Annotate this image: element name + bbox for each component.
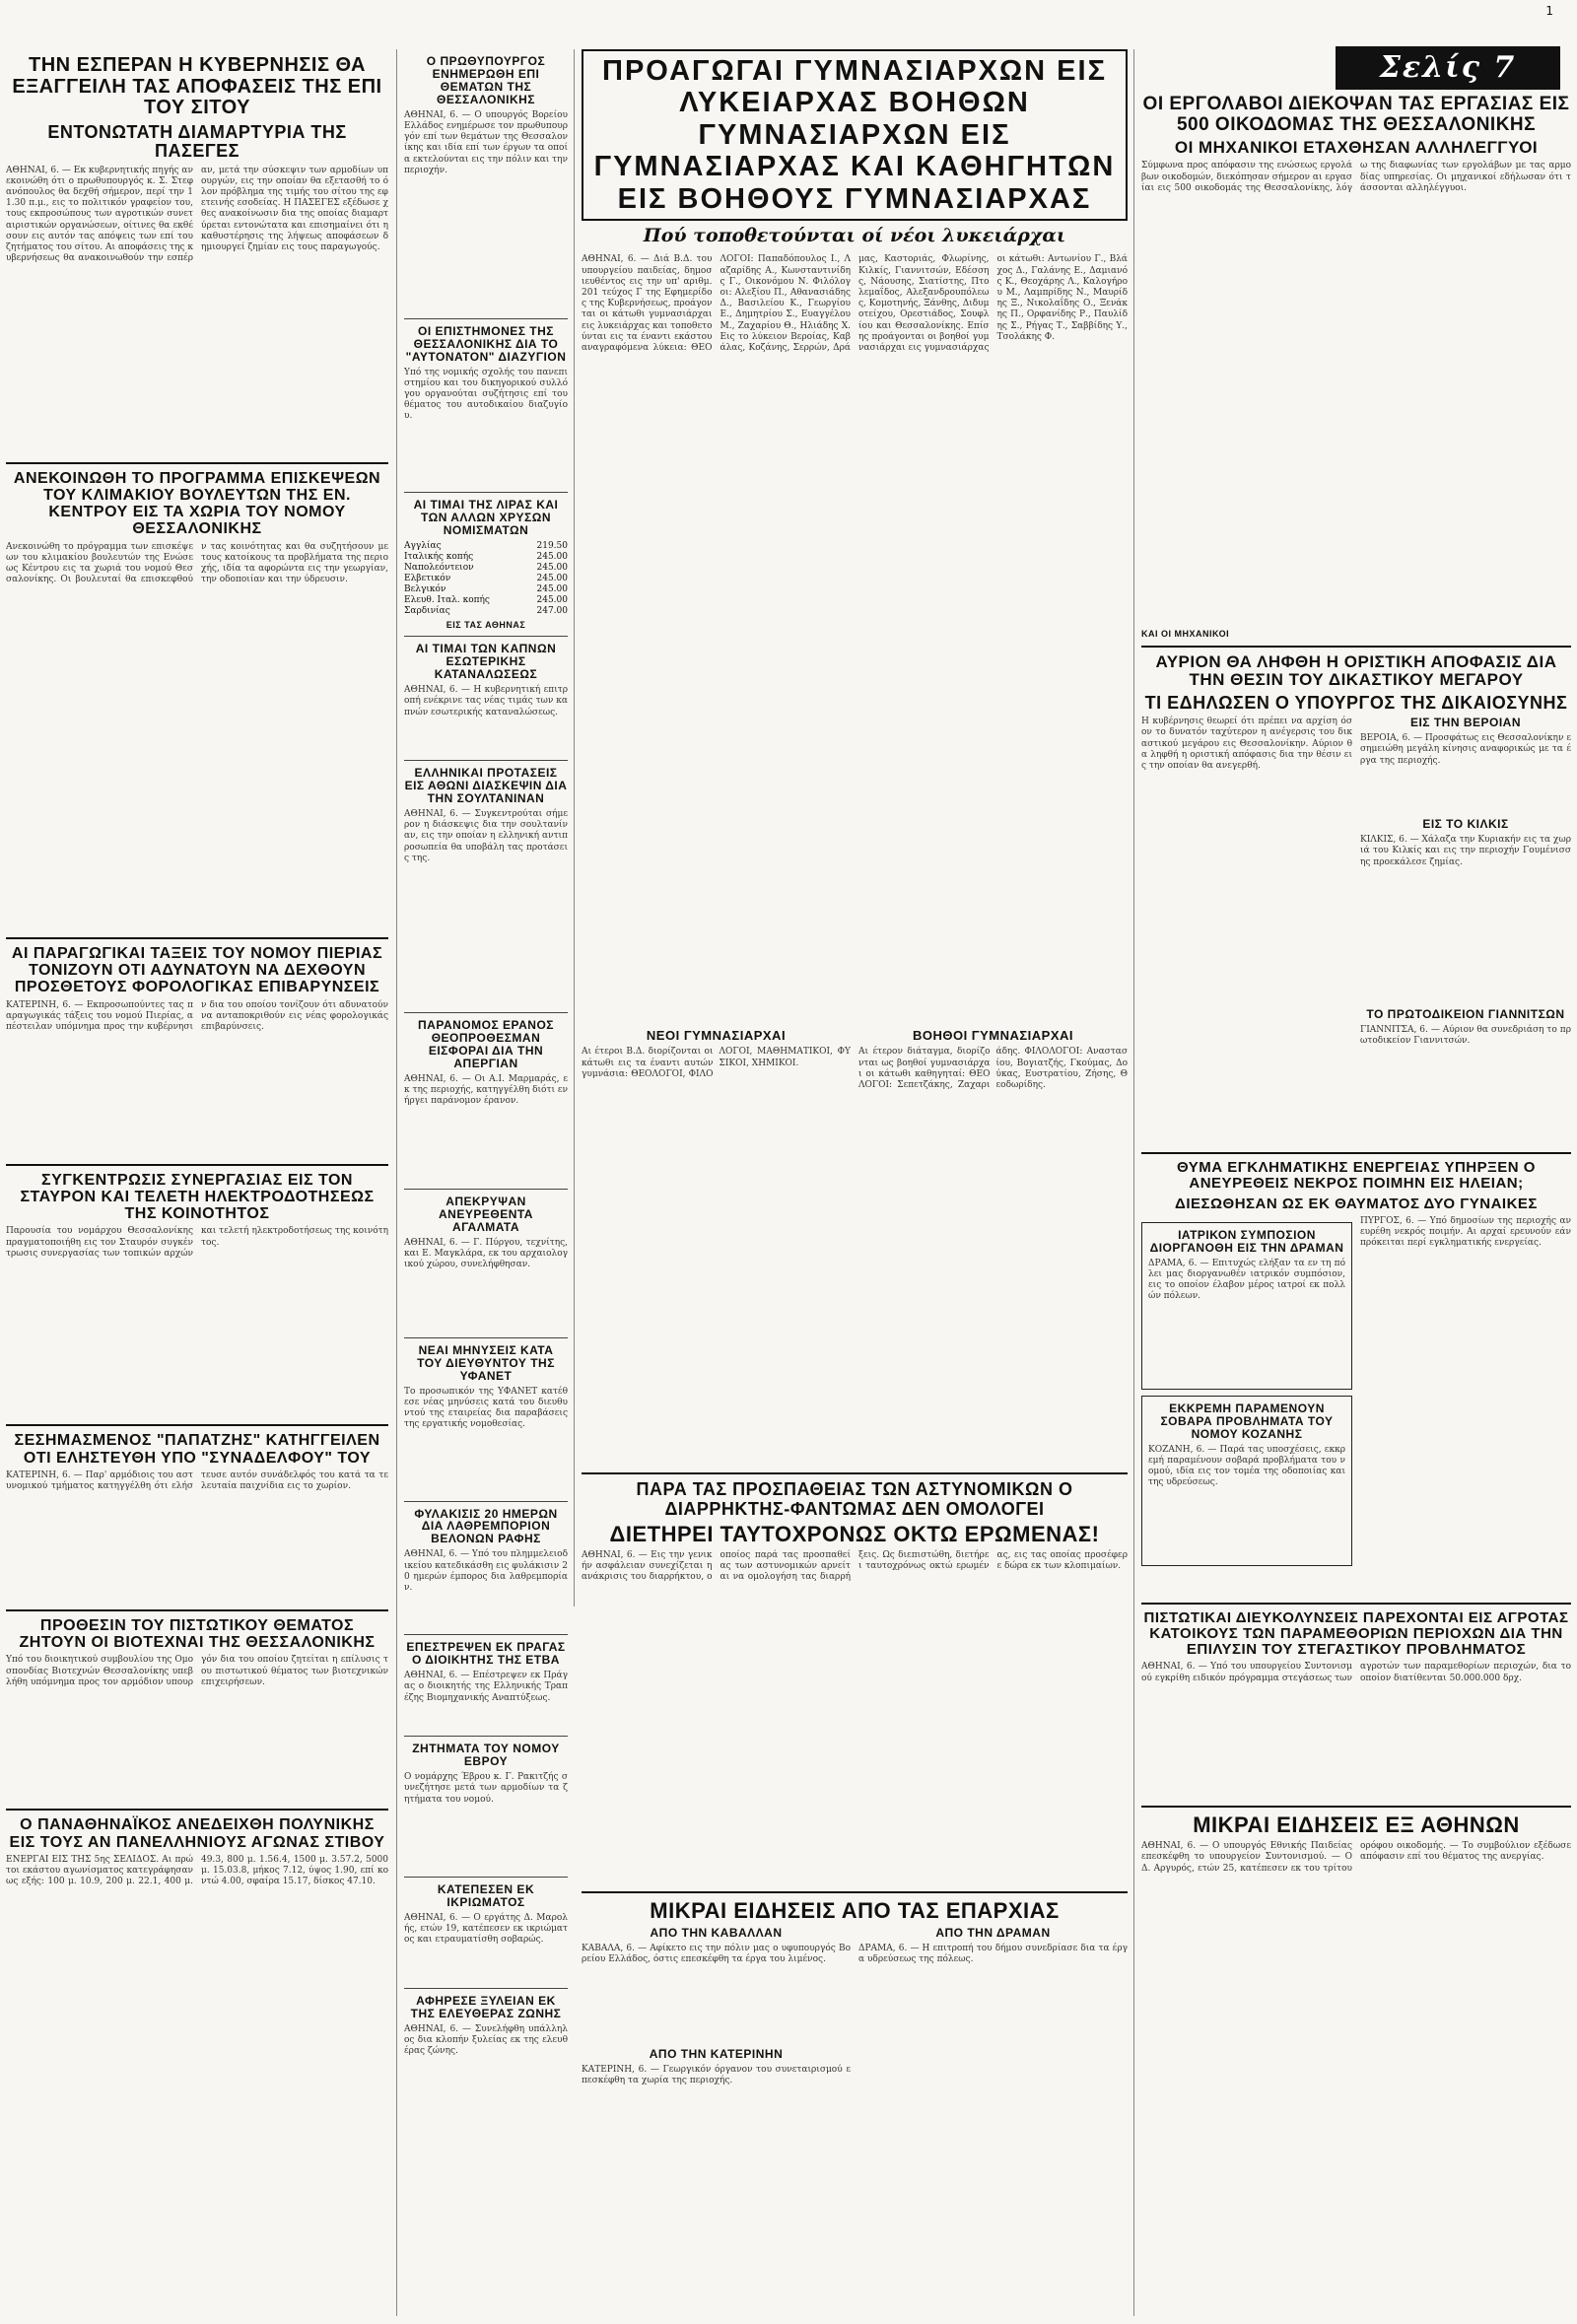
headline-courthouse: ΑΥΡΙΟΝ ΘΑ ΛΗΦΘΗ Η ΟΡΙΣΤΙΚΗ ΑΠΟΦΑΣΙΣ ΔΙΑ ΤΗΝ ΘΕΣΙΝ ΤΟΥ ΔΙΚΑΣΤΙΚΟΥ ΜΕΓΑΡΟΥ bbox=[1155, 652, 1557, 690]
divider bbox=[1141, 1152, 1571, 1154]
divider bbox=[404, 318, 568, 319]
rate-label: Ιταλικής κοπής bbox=[404, 551, 474, 562]
column-divider bbox=[396, 49, 397, 2316]
subhead-promotions: Πού τοποθετούνται οί νέοι λυκειάρχαι bbox=[643, 225, 1066, 247]
new-headmasters-block bbox=[582, 1029, 851, 1467]
rate-label: Αγγλίας bbox=[404, 540, 442, 551]
headline-scaffold: ΚΑΤΕΠΕΣΕΝ ΕΚ ΙΚΡΙΩΜΑΤΟΣ bbox=[437, 1882, 535, 1910]
provinces-news bbox=[582, 1927, 1128, 2130]
subhead-giannitsa: ΤΟ ΠΡΩΤΟΔΙΚΕΙΟΝ ΓΙΑΝΝΙΤΣΩΝ bbox=[1366, 1007, 1565, 1022]
headline-stavros: ΣΥΓΚΕΝΤΡΩΣΙΣ ΣΥΝΕΡΓΑΣΙΑΣ ΕΙΣ ΤΟΝ ΣΤΑΥΡΟΝ ΚΑΙ ΤΕΛΕΤΗ ΗΛΕΚΤΡΟΔΟΤΗΣΕΩΣ ΤΗΣ ΚΟΙΝΟΤΗΤΟΣ bbox=[20, 1171, 375, 1223]
article-needles: ΑΘΗΝΑΙ, 6. — Υπό του πλημμελειοδικείου κατεδικάσθη εις φυλάκισιν 20 ημερών έμπορος δια λαθρεμπορίαν. bbox=[404, 1549, 568, 1593]
subhead-kavala: ΑΠΟ ΤΗΝ ΚΑΒΑΛΛΑΝ bbox=[650, 1925, 783, 1940]
article-new-headmasters: Αι έτεροι Β.Δ. διορίζονται οι κάτωθι εις τα έναντι αυτών γυμνάσια: ΘΕΟΛΟΓΟΙ, ΦΙΛΟΛΟΓΟΙ, ΜΑΘΗΜΑΤΙΚΟΙ, ΦΥΣΙΚΟΙ, ΧΗΜΙΚΟΙ. bbox=[582, 1047, 851, 1079]
headline-kozani: ΕΚΚΡΕΜΗ ΠΑΡΑΜΕΝΟΥΝ ΣΟΒΑΡΑ ΠΡΟΒΛΗΜΑΤΑ ΤΟΥ ΝΟΜΟΥ ΚΟΖΑΝΗΣ bbox=[1160, 1401, 1334, 1441]
divider bbox=[6, 1609, 388, 1611]
kozani-box bbox=[1141, 1396, 1352, 1566]
divider bbox=[404, 1736, 568, 1737]
divider bbox=[6, 1424, 388, 1426]
shepherd-body bbox=[1141, 1216, 1571, 1597]
assistant-headmasters-block bbox=[858, 1029, 1128, 1467]
headline-mps-visits: ΑΝΕΚΟΙΝΩΘΗ ΤΟ ΠΡΟΓΡΑΜΜΑ ΕΠΙΣΚΕΨΕΩΝ ΤΟΥ ΚΛΙΜΑΚΙΟΥ ΒΟΥΛΕΥΤΩΝ ΤΗΣ ΕΝ. ΚΕΝΤΡΟΥ ΕΙΣ ΤΑ ΧΩΡΙΑ ΤΟΥ ΝΟΜΟΥ ΘΕΣΣΑΛΟΝΙΚΗΣ bbox=[13, 469, 381, 538]
headline-panathinaikos: Ο ΠΑΝΑΘΗΝΑΪΚΟΣ ΑΝΕΔΕΙΧΘΗ ΠΟΛΥΝΙΚΗΣ ΕΙΣ ΤΟΥΣ ΑΝ ΠΑΝΕΛΛΗΝΙΟΥΣ ΑΓΩΝΑΣ ΣΤΙΒΟΥ bbox=[9, 1816, 385, 1851]
article-courthouse: Η κυβέρνησις θεωρεί ότι πρέπει να αρχίση όσον το δυνατόν ταχύτερον η ανέγερσις του δικαστικού μεγάρου εις Θεσσαλονίκην. Αύριον θα ληφθή η οριστική απόφασις δια την θέσιν εις την οποίαν θα ανεγερθή. bbox=[1141, 717, 1352, 772]
promotions-text-2: Εις το λύκειον Βεροίας, Καβάλας, Κοζάνης, Σερρών, Δράμας, Καστοριάς, Φλωρίνης, Κιλκίς, Γιαννιτσών, Εδέσσης, Νάουσης, Σιατίστης, Πτολεμαΐδος, Αλεξανδρουπόλεως, Κομοτηνής, Ξάνθης, Διδυμοτείχου, Ορεστιάδος, Σουφλίου και Θεσσαλονίκης. bbox=[720, 254, 990, 353]
rate-row bbox=[404, 541, 568, 552]
article-illegal-fund: ΑΘΗΝΑΙ, 6. — Οι Α.Ι. Μαρμαράς, εκ της περιοχής, κατηγγέλθη διότι ενήργει παράνομον έρανον. bbox=[404, 1073, 568, 1107]
subhead-burglar: ΔΙΕΤΗΡΕΙ ΤΑΥΤΟΧΡΟΝΩΣ ΟΚΤΩ ΕΡΩΜΕΝΑΣ! bbox=[609, 1522, 1100, 1547]
column-right bbox=[1141, 95, 1571, 2318]
headline-new-headmasters: ΝΕΟΙ ΓΥΜΝΑΣΙΑΡΧΑΙ bbox=[646, 1028, 787, 1044]
lower-center bbox=[582, 1029, 1128, 1467]
rate-row bbox=[404, 606, 568, 617]
divider bbox=[6, 1164, 388, 1166]
rate-value: 245.00 bbox=[536, 583, 568, 594]
headline-contractors: ΟΙ ΕΡΓΟΛΑΒΟΙ ΔΙΕΚΟΨΑΝ ΤΑΣ ΕΡΓΑΣΙΑΣ ΕΙΣ 500 ΟΙΚΟΔΟΜΑΣ ΤΗΣ ΘΕΣΣΑΛΟΝΙΚΗΣ bbox=[1142, 95, 1570, 135]
headline-yfanet: ΝΕΑΙ ΜΗΝΥΣΕΙΣ ΚΑΤΑ ΤΟΥ ΔΙΕΥΘΥΝΤΟΥ ΤΗΣ ΥΦΑΝΕΤ bbox=[417, 1342, 555, 1383]
article-scientists: Υπό της νομικής σχολής του πανεπιστημίου και του δικηγορικού συλλόγου οργανούται συζήτησις επί του θέματος του αυτοδικαίου διαζυγίου. bbox=[404, 367, 568, 422]
headline-evros: ΖΗΤΗΜΑΤΑ ΤΟΥ ΝΟΜΟΥ ΕΒΡΟΥ bbox=[412, 1742, 560, 1769]
divider bbox=[6, 937, 388, 939]
headline-etva: ΕΠΕΣΤΡΕΨΕΝ ΕΚ ΠΡΑΓΑΣ Ο ΔΙΟΙΚΗΤΗΣ ΤΗΣ ΕΤΒΑ bbox=[406, 1640, 566, 1668]
article-etva: ΑΘΗΝΑΙ, 6. — Επέστρεψεν εκ Πράγας ο διοικητής της Ελληνικής Τραπέζης Βιομηχανικής Αναπτύξεως. bbox=[404, 1671, 568, 1703]
article-papatzis: ΚΑΤΕΡΙΝΗ, 6. — Παρ' αρμόδιοις του αστυνομικού τμήματος κατηγγέλθη ότι ελήστευσε αυτόν συνάδελφός του κατά τα τελευταία παιχνίδια εις το χωρίον. bbox=[6, 1470, 388, 1492]
divider bbox=[1141, 646, 1571, 648]
subhead-katerini: ΑΠΟ ΤΗΝ ΚΑΤΕΡΙΝΗΝ bbox=[649, 2046, 784, 2061]
article-yfanet: Το προσωπικόν της ΥΦΑΝΕΤ κατέθεσε νέας μηνύσεις κατά του διευθυντού της εταιρείας δια παραβάσεις της εργατικής νομοθεσίας. bbox=[404, 1386, 568, 1430]
subhead-pasegespro: ΕΝΤΟΝΩΤΑΤΗ ΔΙΑΜΑΡΤΥΡΙΑ ΤΗΣ ΠΑΣΕΓΕΣ bbox=[47, 121, 347, 162]
headline-assistant-headmasters: ΒΟΗΘΟΙ ΓΥΜΝΑΣΙΑΡΧΑΙ bbox=[912, 1028, 1074, 1044]
page-logo: Σελίς 7 bbox=[1336, 46, 1560, 90]
rate-label: Ελευθ. Ιταλ. κοπής bbox=[404, 594, 490, 605]
article-veroia: ΒΕΡΟΙΑ, 6. — Προσφάτως εις Θεσσαλονίκην εσημειώθη μεγάλη κίνησις αναφορικώς με τα έργα της περιοχής. bbox=[1360, 733, 1571, 766]
gold-price-table bbox=[404, 541, 568, 617]
divider bbox=[404, 1501, 568, 1502]
article-contractors: Σύμφωνα προς απόφασιν της ενώσεως εργολάβων οικοδομών, διεκόπησαν σήμερον αι εργασίαι εις 500 οικοδομάς της Θεσσαλονίκης, λόγω της διαφωνίας των εργολάβων με τας αρμοδίας υπηρεσίας. Οι μηχανικοί εδήλωσαν ότι τάσσονται αλληλέγγυοι. bbox=[1141, 161, 1571, 193]
headline-wheat: ΤΗΝ ΕΣΠΕΡΑΝ Η ΚΥΒΕΡΝΗΣΙΣ ΘΑ ΕΞΑΓΓΕΙΛΗ ΤΑΣ ΑΠΟΦΑΣΕΙΣ ΤΗΣ ΕΠΙ ΤΟΥ ΣΙΤΟΥ bbox=[12, 55, 382, 119]
rates-note: ΕΙΣ ΤΑΣ ΑΘΗΝΑΣ bbox=[446, 619, 526, 630]
subhead-justice-minister: ΤΙ ΕΔΗΛΩΣΕΝ Ο ΥΠΟΥΡΓΟΣ ΤΗΣ ΔΙΚΑΙΟΣΥΝΗΣ bbox=[1144, 692, 1568, 713]
article-statues: ΑΘΗΝΑΙ, 6. — Γ. Πύργου, τεχνίτης, και Ε. Μαγκλάρα, εκ του αρχαιολογικού χώρου, συνελήφθησαν. bbox=[404, 1237, 568, 1270]
rate-row bbox=[404, 584, 568, 595]
article-pm-briefed: ΑΘΗΝΑΙ, 6. — Ο υπουργός Βορείου Ελλάδος ενημέρωσε τον πρωθυπουργόν επί των θεμάτων της Θεσσαλονίκης και ιδία επί των έργων τα οποία εκτελούνται εις την πόλιν και την περιοχήν. bbox=[404, 109, 568, 175]
divider bbox=[1141, 1806, 1571, 1808]
article-scaffold: ΑΘΗΝΑΙ, 6. — Ο εργάτης Δ. Μαρολής, ετών 19, κατέπεσεν εκ ικριώματος και ετραυματίσθη σοβαρώς. bbox=[404, 1913, 568, 1946]
boxes bbox=[1141, 1216, 1352, 1597]
rate-value: 219.50 bbox=[536, 540, 568, 551]
divider bbox=[6, 1809, 388, 1811]
headline-shepherd: ΘΥΜΑ ΕΓΚΛΗΜΑΤΙΚΗΣ ΕΝΕΡΓΕΙΑΣ ΥΠΗΡΞΕΝ Ο ΑΝΕΥΡΕΘΕΙΣ ΝΕΚΡΟΣ ΠΟΙΜΗΝ ΕΙΣ ΗΛΕΙΑΝ; bbox=[1177, 1159, 1536, 1193]
rate-row bbox=[404, 563, 568, 574]
divider bbox=[582, 1472, 1128, 1474]
divider bbox=[404, 1877, 568, 1878]
article-medical-symposium: ΔΡΑΜΑ, 6. — Επιτυχώς ελήξαν τα εν τη πόλει μας διοργανωθέν ιατρικόν συμπόσιον, εις το οποίον έλαβον μέρος ιατροί εκ πολλών πόλεων. bbox=[1148, 1258, 1345, 1302]
divider bbox=[582, 1891, 1128, 1893]
column-second bbox=[404, 55, 568, 2318]
headline-credit-farmers: ΠΙΣΤΩΤΙΚΑΙ ΔΙΕΥΚΟΛΥΝΣΕΙΣ ΠΑΡΕΧΟΝΤΑΙ ΕΙΣ ΑΓΡΟΤΑΣ ΚΑΤΟΙΚΟΥΣ ΤΩΝ ΠΑΡΑΜΕΘΟΡΙΩΝ ΠΕΡΙΟΧΩΝ ΔΙΑ ΤΗΝ ΕΠΙΛΥΣΙΝ ΤΟΥ ΣΤΕΓΑΣΤΙΚΟΥ ΠΡΟΒΛΗΜΑΤΟΣ bbox=[1143, 1608, 1569, 1659]
article-kilkis: ΚΙΛΚΙΣ, 6. — Χάλαζα την Κυριακήν εις τα χωριά του Κιλκίς και εις την περιοχήν Γουμένισσης προεκάλεσε ζημίας. bbox=[1360, 835, 1571, 867]
rate-row bbox=[404, 552, 568, 563]
article-panathinaikos: ΕΝΕΡΓΑΙ ΕΙΣ ΤΗΣ 5ης ΣΕΛΙΔΟΣ. Αι πρώτοι εκάστου αγωνίσματος κατεγράφησαν ως εξής: 100 μ. 10.9, 200 μ. 22.1, 400 μ. 49.3, 800 μ. 1.56.4, 1500 μ. 3.57.2, 5000 μ. 15.03.8, μήκος 7.12, ύψος 1.90, επί κοντώ 4.00, σφαίρα 15.17, δίσκος 47.10. bbox=[6, 1854, 388, 1887]
article-wheat: ΑΘΗΝΑΙ, 6. — Εκ κυβερνητικής πηγής ανεκοινώθη ότι ο πρωθυπουργός κ. Σ. Στεφανόπουλος θα δεχθή σήμερον, περί την 11.30 π.μ., εις το πολιτικόν γραφείον του, τους εκπροσώπους των αγροτικών συνεταιριστικών οργανώσεων, οίτινες θα εκθέσουν εις αυτόν τας απόψεις των επί του ζητήματος του σίτου. Αι αποφάσεις της κυβερνήσεως θα ανακοινωθούν την εσπέραν, μετά την σύσκεψιν των αρμοδίων υπουργών, εις την οποίαν θα εξετασθή το όλον πρόβλημα της τιμής του σίτου της εφετεινής εσοδείας. Η ΠΑΣΕΓΕΣ εξέδωσε χθες ανακοίνωσιν δια της οποίας διαμαρτύρεται εντονώτατα και επισημαίνει ότι η καθυστέρησις της λήψεως αποφάσεων δημιουργεί ζημίαν εις τους παραγωγούς. bbox=[6, 165, 388, 264]
headline-papatzis: ΣΕΣΗΜΑΣΜΕΝΟΣ "ΠΑΠΑΤΖΗΣ" ΚΑΤΗΓΓΕΙΛΕΝ ΟΤΙ ΕΛΗΣΤΕΥΘΗ ΥΠΟ "ΣΥΝΑΔΕΛΦΟΥ" ΤΟΥ bbox=[14, 1432, 380, 1467]
divider bbox=[1141, 1603, 1571, 1605]
column-divider bbox=[574, 49, 575, 1606]
article-timber: ΑΘΗΝΑΙ, 6. — Συνελήφθη υπάλληλος δια κλοπήν ξυλείας εκ της ελευθέρας ζώνης. bbox=[404, 2023, 568, 2057]
divider bbox=[404, 492, 568, 493]
page-number: 1 bbox=[1545, 4, 1553, 18]
courthouse-side bbox=[1360, 717, 1571, 1146]
article-credit-farmers: ΑΘΗΝΑΙ, 6. — Υπό του υπουργείου Συντονισμού εγκρίθη ειδικόν πρόγραμμα στεγάσεως των αγροτών των παραμεθορίων περιοχών, δια το οποίον διατίθενται 50.000.000 δρχ. bbox=[1141, 1662, 1571, 1683]
divider bbox=[404, 1189, 568, 1190]
column-divider bbox=[1133, 49, 1134, 2316]
article-kozani: ΚΟΖΑΝΗ, 6. — Παρά τας υποσχέσεις, εκκρεμή παραμένουν σοβαρά προβλήματα του νομού, ιδία εις τον τομέα της οδοποιίας και της υδρεύσεως. bbox=[1148, 1444, 1345, 1488]
headline-provinces: ΜΙΚΡΑΙ ΕΙΔΗΣΕΙΣ ΑΠΟ ΤΑΣ ΕΠΑΡΧΙΑΣ bbox=[650, 1898, 1060, 1923]
subhead-veroia: ΕΙΣ ΤΗΝ ΒΕΡΟΙΑΝ bbox=[1409, 716, 1522, 730]
rate-value: 245.00 bbox=[536, 562, 568, 573]
headline-sultanina: ΕΛΛΗΝΙΚΑΙ ΠΡΟΤΑΣΕΙΣ ΕΙΣ ΑΘΩΝΙ ΔΙΑΣΚΕΨΙΝ ΔΙΑ ΤΗΝ ΣΟΥΛΤΑΝΙΝΑΝ bbox=[404, 766, 568, 806]
provinces-right bbox=[858, 1927, 1128, 2130]
article-stavros: Παρουσία του νομάρχου Θεσσαλονίκης πραγματοποιήθη εις τον Σταυρόν συγκέντρωσις συνεργασίας των τοπικών αρχών και τελετή ηλεκτροδοτήσεως της κοινότητος. bbox=[6, 1226, 388, 1259]
divider bbox=[404, 1012, 568, 1013]
headline-medical-symposium: ΙΑΤΡΙΚΟΝ ΣΥΜΠΟΣΙΟΝ ΔΙΟΡΓΑΝΟΘΗ ΕΙΣ ΤΗΝ ΔΡΑΜΑΝ bbox=[1149, 1227, 1344, 1255]
headline-crafts: ΠΡΟΘΕΣΙΝ ΤΟΥ ΠΙΣΤΩΤΙΚΟΥ ΘΕΜΑΤΟΣ ΖΗΤΟΥΝ ΟΙ ΒΙΟΤΕΧΝΑΙ ΤΗΣ ΘΕΣΣΑΛΟΝΙΚΗΣ bbox=[19, 1616, 376, 1652]
headline-gold-prices: ΑΙ ΤΙΜΑΙ ΤΗΣ ΛΙΡΑΣ ΚΑΙ ΤΩΝ ΑΛΛΩΝ ΧΡΥΣΩΝ ΝΟΜΙΣΜΑΤΩΝ bbox=[413, 497, 559, 537]
headline-athens-news: ΜΙΚΡΑΙ ΕΙΔΗΣΕΙΣ ΕΞ ΑΘΗΝΩΝ bbox=[1193, 1812, 1520, 1838]
headline-pm-briefed: Ο ΠΡΩΘΥΠΟΥΡΓΟΣ ΕΝΗΜΕΡΩΘΗ ΕΠΙ ΘΕΜΑΤΩΝ ΤΗΣ ΘΕΣΣΑΛΟΝΙΚΗΣ bbox=[426, 55, 546, 106]
headline-burglar: ΠΑΡΑ ΤΑΣ ΠΡΟΣΠΑΘΕΙΑΣ ΤΩΝ ΑΣΤΥΝΟΜΙΚΩΝ Ο ΔΙΑΡΡΗΚΤΗΣ-ΦΑΝΤΩΜΑΣ ΔΕΝ ΟΜΟΛΟΓΕΙ bbox=[636, 1479, 1073, 1519]
article-drama: ΔΡΑΜΑ, 6. — Η επιτροπή του δήμου συνεδρίασε δια τα έργα υδρεύσεως της πόλεως. bbox=[858, 1943, 1128, 1964]
headline-pieria: ΑΙ ΠΑΡΑΓΩΓΙΚΑΙ ΤΑΞΕΙΣ ΤΟΥ ΝΟΜΟΥ ΠΙΕΡΙΑΣ ΤΟΝΙΖΟΥΝ ΟΤΙ ΑΔΥΝΑΤΟΥΝ ΝΑ ΔΕΧΘΟΥΝ ΠΡΟΣΘΕΤΟΥΣ ΦΟΡΟΛΟΓΙΚΑΣ ΕΠΙΒΑΡΥΝΣΕΙΣ bbox=[11, 944, 383, 996]
article-promotions bbox=[582, 254, 1128, 1023]
rate-value: 245.00 bbox=[536, 573, 568, 583]
subhead-kilkis: ΕΙΣ ΤΟ ΚΙΛΚΙΣ bbox=[1422, 817, 1509, 832]
subhead-and-engineers: ΚΑΙ ΟΙ ΜΗΧΑΝΙΚΟΙ bbox=[1141, 629, 1230, 640]
rate-label: Ελβετικόν bbox=[404, 573, 451, 583]
rate-label: Βελγικόν bbox=[404, 583, 446, 594]
article-burglar: ΑΘΗΝΑΙ, 6. — Εις την γενικήν ασφάλειαν συνεχίζεται η ανάκρισις του διαρρήκτου, ο οποίος παρά τας προσπαθείας των αστυνομικών αρνείται να ομολογήση τας διαρρήξεις. Ως διεπιστώθη, διετήρει ταυτοχρόνως οκτώ ερωμένας, εις τας οποίας προσέφερε δώρα εκ των κλοπιμαίων. bbox=[582, 1550, 1128, 1583]
divider bbox=[404, 1634, 568, 1635]
article-crafts: Υπό του διοικητικού συμβουλίου της Ομοσπονδίας Βιοτεχνών Θεσσαλονίκης υπεβλήθη υπόμνημα προς τον αρμόδιον υπουργόν δια του οποίου ζητείται η επίλυσις του πιστωτικού θέματος των βιοτεχνικών επιχειρήσεων. bbox=[6, 1655, 388, 1687]
rate-row bbox=[404, 595, 568, 606]
headline-scientists: ΟΙ ΕΠΙΣΤΗΜΟΝΕΣ ΤΗΣ ΘΕΣΣΑΛΟΝΙΚΗΣ ΔΙΑ ΤΟ "ΑΥΤΟΝΑΤΟΝ" ΔΙΑΖΥΓΙΟΝ bbox=[405, 323, 567, 364]
headline-needles: ΦΥΛΑΚΙΣΙΣ 20 ΗΜΕΡΩΝ ΔΙΑ ΛΑΘΡΕΜΠΟΡΙΟΝ ΒΕΛΟΝΩΝ ΡΑΦΗΣ bbox=[414, 1506, 558, 1546]
column-left bbox=[6, 55, 388, 2318]
divider bbox=[6, 462, 388, 464]
article-giannitsa: ΓΙΑΝΝΙΤΣΑ, 6. — Αύριον θα συνεδριάση το πρωτοδικείον Γιαννιτσών. bbox=[1360, 1025, 1571, 1047]
subhead-two-women: ΔΙΕΣΩΘΗΣΑΝ ΩΣ ΕΚ ΘΑΥΜΑΤΟΣ ΔΥΟ ΓΥΝΑΙΚΕΣ bbox=[1175, 1195, 1538, 1212]
column-center bbox=[582, 49, 1128, 2318]
provinces-left bbox=[582, 1927, 851, 2130]
headline-statues: ΑΠΕΚΡΥΨΑΝ ΑΝΕΥΡΕΘΕΝΤΑ ΑΓΑΛΜΑΤΑ bbox=[439, 1194, 533, 1234]
medical-symposium-box bbox=[1141, 1222, 1352, 1390]
divider bbox=[404, 636, 568, 637]
article-pieria: ΚΑΤΕΡΙΝΗ, 6. — Εκπροσωπούντες τας παραγωγικάς τάξεις του νομού Πιερίας, απέστειλαν υπόμνημα προς την κυβέρνησιν δια του οποίου τονίζουν ότι αδυνατούν να ανταποκριθούν εις νέας φορολογικάς επιβαρύνσεις. bbox=[6, 999, 388, 1032]
promotions-text-1: ΑΘΗΝΑΙ, 6. — Διά Β.Δ. του υπουργείου παιδείας, δημοσιευθέντος εις την υπ' αριθμ. 201 τεύχος Γ της Εφημερίδος της Κυβερνήσεως, προάγονται οι κάτωθι γυμνασιάρχαι εις λυκειάρχας και τοποθετούνται εις τα έναντι εκάστου αναγραφόμενα λύκεια: ΘΕΟΛΟΓΟΙ: Παπαδόπουλος Ι., Λαζαρίδης Α., Κωνσταντινίδης Γ., Οικονόμου Ν. Φιλόλογοι: Αλεξίου Π., Αθανασιάδης Δ., Βασιλείου Κ., Γεωργίου Ε., Δημητρίου Σ., Ευαγγέλου Μ., Ζαχαρίου Θ., Ηλιάδης Χ. bbox=[582, 254, 851, 353]
headline-tobacco: ΑΙ ΤΙΜΑΙ ΤΩΝ ΚΑΠΝΩΝ ΕΣΩΤΕΡΙΚΗΣ ΚΑΤΑΝΑΛΩΣΕΩΣ bbox=[415, 642, 557, 682]
article-katerini: ΚΑΤΕΡΙΝΗ, 6. — Γεωργικόν όργανον του συνεταιρισμού επεσκέφθη τα χωρία της περιοχής. bbox=[582, 2064, 851, 2085]
headline-promotions: ΠΡΟΑΓΩΓΑΙ ΓΥΜΝΑΣΙΑΡΧΩΝ ΕΙΣ ΛΥΚΕΙΑΡΧΑΣ ΒΟΗΘΩΝ ΓΥΜΝΑΣΙΑΡΧΩΝ ΕΙΣ ΓΥΜΝΑΣΙΑΡΧΑΣ ΚΑΙ ΚΑΘΗΓΗΤΩΝ ΕΙΣ ΒΟΗΘΟΥΣ ΓΥΜΝΑΣΙΑΡΧΑΣ bbox=[582, 49, 1128, 221]
article-tobacco: ΑΘΗΝΑΙ, 6. — Η κυβερνητική επιτροπή ενέκρινε τας νέας τιμάς των καπνών εσωτερικής καταναλώσεως. bbox=[404, 685, 568, 718]
rate-value: 247.00 bbox=[536, 605, 568, 616]
rate-label: Ναπολεόντειον bbox=[404, 562, 474, 573]
subhead-engineers: ΟΙ ΜΗΧΑΝΙΚΟΙ ΕΤΑΧΘΗΣΑΝ ΑΛΛΗΛΕΓΓΥΟΙ bbox=[1174, 138, 1539, 158]
article-shepherd: ΠΥΡΓΟΣ, 6. — Υπό δημοσίων της περιοχής ανευρέθη νεκρός ποιμήν. Αι αρχαί ερευνούν εάν πρόκειται περί εγκληματικής ενεργείας. bbox=[1360, 1215, 1571, 1249]
rate-label: Σαρδινίας bbox=[404, 605, 450, 616]
divider bbox=[404, 1988, 568, 1989]
rate-row bbox=[404, 574, 568, 584]
article-sultanina: ΑΘΗΝΑΙ, 6. — Συγκεντρούται σήμερον η διάσκεψις δια την σουλτανίναν, εις την οποίαν η ελληνική αντιπροσωπεία θα υποβάλη τας προτάσεις της. bbox=[404, 808, 568, 863]
promotions-text-3: Επίσης προάγονται οι βοηθοί γυμνασιάρχαι εις γυμνασιάρχας οι κάτωθι: Αντωνίου Γ., Βλάχος Δ., Γαλάνης Ε., Δαμιανός Κ., Θεοχάρης Λ., Καλογήρου Μ., Λαμπρίδης Ν., Μαυρίδης Ξ., Νικολαΐδης Ο., Ξενάκης Π., Ορφανίδης Ρ., Παυλίδης Σ., Ρήγας Τ., Σαββίδης Υ., Τσολάκης Φ. bbox=[858, 254, 1128, 353]
article-athens-news: ΑΘΗΝΑΙ, 6. — Ο υπουργός Εθνικής Παιδείας επεσκέφθη το υπουργείον Συντονισμού. — Ο Δ. Αργυρός, ετών 25, κατέπεσεν εκ του τρίτου ορόφου οικοδομής. — Το συμβούλιον εξέδωσε απόφασιν επί του θέματος της ανεργίας. bbox=[1141, 1841, 1571, 1874]
article-evros: Ο νομάρχης Έβρου κ. Γ. Ρακιτζής συνεζήτησε μετά των αρμοδίων τα ζητήματα του νομού. bbox=[404, 1772, 568, 1805]
rate-value: 245.00 bbox=[536, 594, 568, 605]
rate-value: 245.00 bbox=[536, 551, 568, 562]
article-assistant-headmasters: Αι έτερον διάταγμα, διορίζονται ως βοηθοί γυμνασιάρχαι οι κάτωθι καθηγηταί: ΘΕΟΛΟΓΟΙ: Σεπετζάκης, Ζαχαριάδης. ΦΙΛΟΛΟΓΟΙ: Αναστασίου, Βογιατζής, Γκούμας, Δούκας, Ευστρατίου, Ζήσης, Θεοδωρίδης. bbox=[858, 1047, 1128, 1090]
subhead-drama: ΑΠΟ ΤΗΝ ΔΡΑΜΑΝ bbox=[935, 1925, 1051, 1940]
courthouse-body bbox=[1141, 717, 1571, 1146]
divider bbox=[404, 1337, 568, 1338]
headline-illegal-fund: ΠΑΡΑΝΟΜΟΣ ΕΡΑΝΟΣ ΘΕΟΠΡΟΘΕΣΜΑΝ ΕΙΣΦΟΡΑΙ ΔΙΑ ΤΗΝ ΑΠΕΡΓΙΑΝ bbox=[418, 1017, 554, 1070]
headline-timber: ΑΦΗΡΕΣΕ ΞΥΛΕΙΑΝ ΕΚ ΤΗΣ ΕΛΕΥΘΕΡΑΣ ΖΩΝΗΣ bbox=[410, 1994, 562, 2021]
divider bbox=[404, 760, 568, 761]
article-mps-visits: Ανεκοινώθη το πρόγραμμα των επισκέψεων του κλιμακίου βουλευτών της Ενώσεως Κέντρου εις τα χωριά του νομού Θεσσαλονίκης. Οι βουλευταί θα επισκεφθούν τας κοινότητας και θα συζητήσουν με τους κατοίκους τα προβλήματα της περιοχής, ιδία τα αφορώντα εις την γεωργίαν, την οδοποιίαν και την ύδρευσιν. bbox=[6, 541, 388, 585]
article-kavala: ΚΑΒΑΛΑ, 6. — Αφίκετο εις την πόλιν μας ο υφυπουργός Βορείου Ελλάδος, όστις επεσκέφθη τα έργα του λιμένος. bbox=[582, 1943, 851, 1964]
